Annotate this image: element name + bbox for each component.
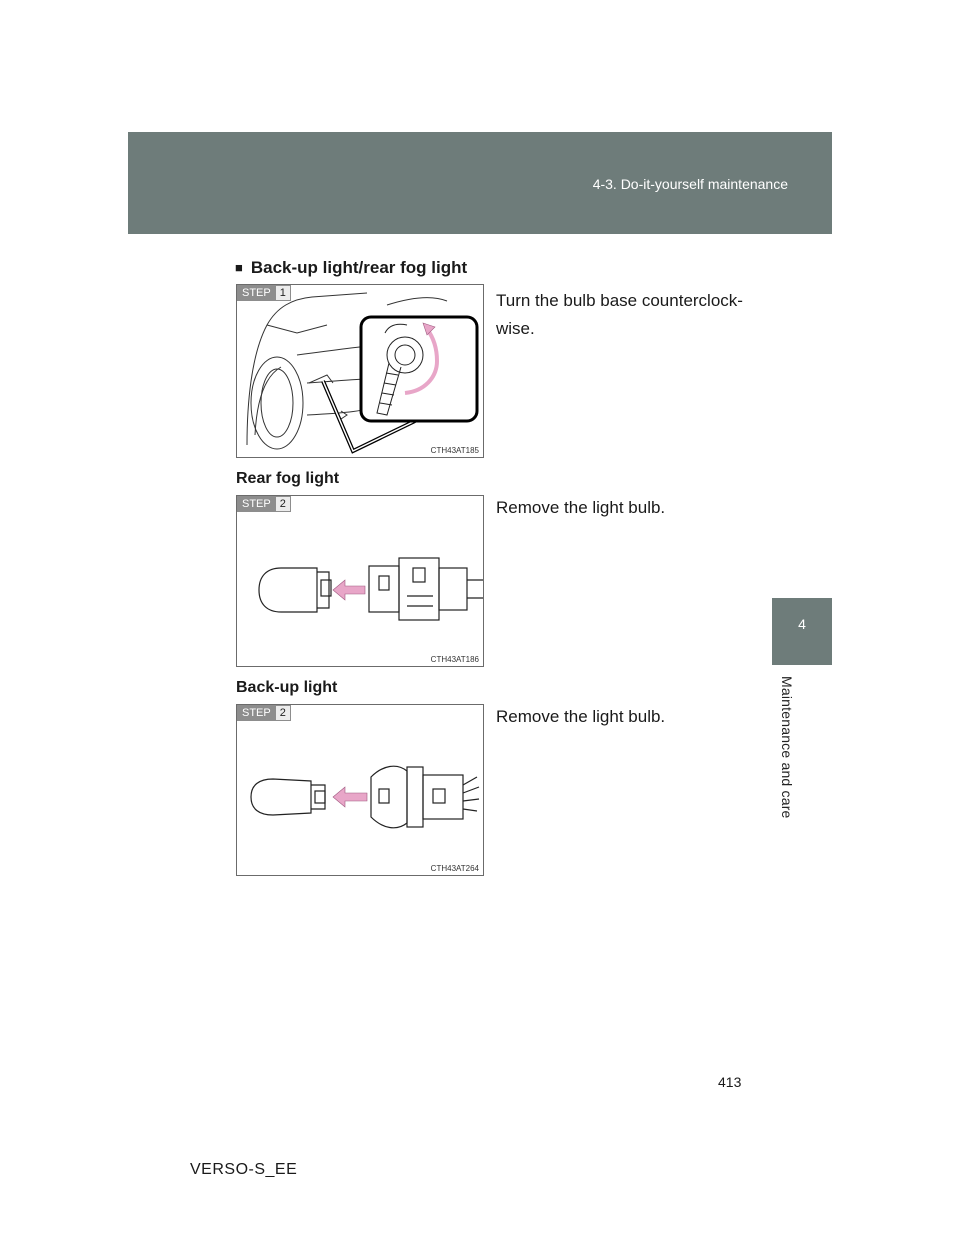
fog-bulb-illustration bbox=[237, 496, 484, 667]
chapter-number: 4 bbox=[798, 616, 806, 632]
step-badge bbox=[237, 496, 291, 512]
figure-step1 bbox=[236, 284, 484, 458]
step1-text: Turn the bulb base counterclock-wise. bbox=[496, 291, 743, 338]
car-rear-illustration bbox=[237, 285, 484, 458]
chapter-tab bbox=[772, 598, 832, 665]
page-number: 413 bbox=[718, 1074, 742, 1090]
bullet-square-icon: ■ bbox=[235, 260, 243, 275]
step2-backup-text: Remove the light bulb. bbox=[496, 707, 666, 726]
subheading-back-up: Back-up light bbox=[236, 679, 338, 696]
figure-code: CTH43AT264 bbox=[430, 864, 479, 873]
step2-fog-text: Remove the light bulb. bbox=[496, 498, 666, 517]
figure-step2-rear-fog bbox=[236, 495, 484, 667]
step-badge-number: 2 bbox=[276, 705, 291, 721]
header-band bbox=[128, 132, 832, 234]
section-heading-text: Back-up light/rear fog light bbox=[250, 258, 468, 277]
step-badge-number: 1 bbox=[276, 285, 291, 301]
section-title: 4-3. Do-it-yourself maintenance bbox=[592, 176, 788, 192]
document-code: VERSO-S_EE bbox=[190, 1161, 298, 1178]
step-badge-number: 2 bbox=[276, 496, 291, 512]
step-badge-label: STEP bbox=[237, 285, 276, 301]
subheading-rear-fog: Rear fog light bbox=[236, 470, 340, 487]
figure-step2-back-up bbox=[236, 704, 484, 876]
step-badge-label: STEP bbox=[237, 496, 276, 512]
figure-code: CTH43AT186 bbox=[430, 655, 479, 664]
chapter-label: Maintenance and care bbox=[779, 676, 795, 819]
step-badge bbox=[237, 705, 291, 721]
backup-bulb-illustration bbox=[237, 705, 484, 876]
step-badge bbox=[237, 285, 291, 301]
step-badge-label: STEP bbox=[237, 705, 276, 721]
figure-code: CTH43AT185 bbox=[430, 446, 479, 455]
section-heading bbox=[235, 258, 467, 278]
